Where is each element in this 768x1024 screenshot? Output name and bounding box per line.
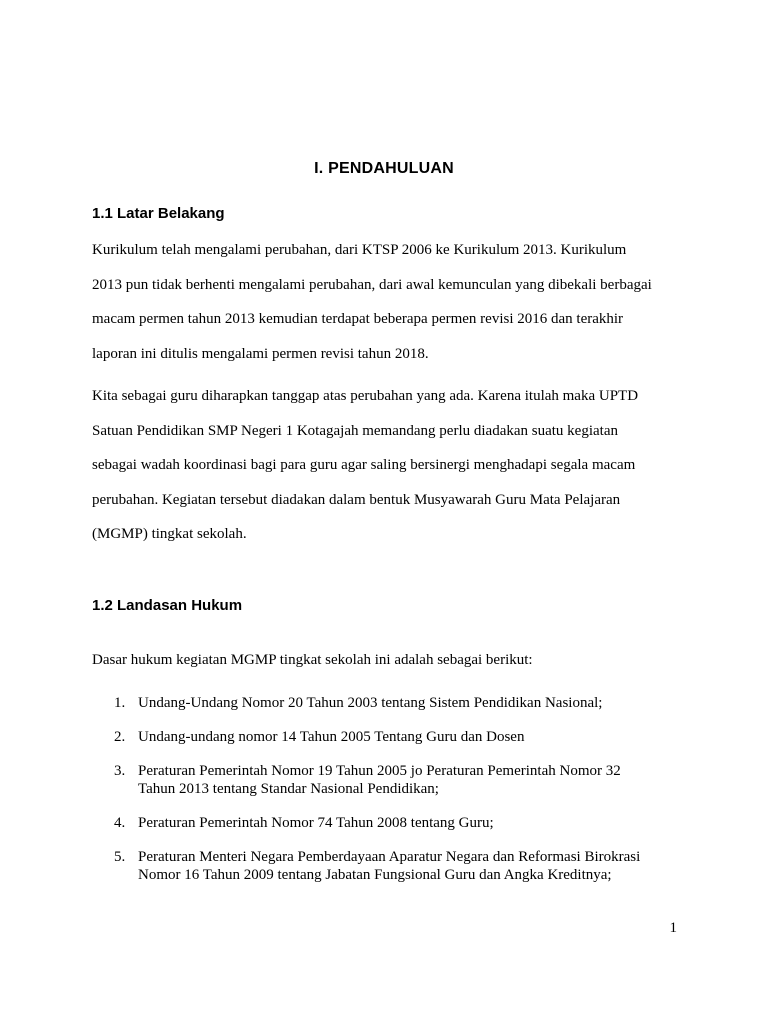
list-item-text [138,848,692,884]
paragraph-line: perubahan. Kegiatan tersebut diadakan dalam bentuk Musyawarah Guru Mata Pelajaran [92,491,621,508]
chapter-title: I. PENDAHULUAN [314,160,454,177]
paragraph-line: Kita sebagai guru diharapkan tanggap atas perubahan yang ada. Karena itulah maka UPTD [92,388,639,404]
section-heading-latar-belakang: 1.1 Latar Belakang [92,205,225,222]
paragraph-guru [92,379,692,552]
list-item-line: Tahun 2013 tentang Standar Nasional Pendidikan; [138,781,439,797]
paragraph-line: macam permen tahun 2013 kemudian terdapat beberapa permen revisi 2016 dan terakhir [92,311,624,327]
list-item-number: 3. [114,763,126,779]
list-item [92,848,692,884]
paragraph-kurikulum [92,233,692,371]
paragraph-line: (MGMP) tingkat sekolah. [92,526,247,542]
law-list [92,694,692,900]
list-item [92,694,692,712]
list-item-line: Peraturan Pemerintah Nomor 19 Tahun 2005 jo Peraturan Pemerintah Nomor 32 [138,763,621,779]
paragraph-dasar-hukum-intro: Dasar hukum kegiatan MGMP tingkat sekolah ini adalah sebagai berikut: [92,652,533,668]
paragraph-line: Satuan Pendidikan SMP Negeri 1 Kotagajah memandang perlu diadakan suatu kegiatan [92,422,618,439]
list-item-number: 5. [114,849,126,865]
list-item-text [138,762,692,798]
paragraph-line: laporan ini ditulis mengalami permen revisi tahun 2018. [92,345,429,362]
list-item-line: Nomor 16 Tahun 2009 tentang Jabatan Fungsional Guru dan Angka Kreditnya; [138,867,612,883]
list-item [92,728,692,746]
paragraph-line: 2013 pun tidak berhenti mengalami perubahan, dari awal kemunculan yang dibekali berbagai [92,276,652,293]
list-item-text [138,814,692,832]
paragraph-line: Kurikulum telah mengalami perubahan, dari KTSP 2006 ke Kurikulum 2013. Kurikulum [92,242,627,258]
list-item [92,762,692,798]
page-number: 1 [669,920,677,936]
list-item-line: Peraturan Pemerintah Nomor 74 Tahun 2008 tentang Guru; [138,815,494,831]
list-item-line: Undang-undang nomor 14 Tahun 2005 Tentang Guru dan Dosen [138,729,525,745]
list-item-line: Peraturan Menteri Negara Pemberdayaan Aparatur Negara dan Reformasi Birokrasi [138,849,641,865]
list-item-line: Undang-Undang Nomor 20 Tahun 2003 tentang Sistem Pendidikan Nasional; [138,695,603,711]
list-item [92,814,692,832]
list-item-number: 1. [114,695,126,711]
list-item-number: 2. [114,729,126,745]
list-item-number: 4. [114,815,126,831]
list-item-text [138,728,692,746]
list-item-text [138,694,692,712]
paragraph-line: sebagai wadah koordinasi bagi para guru agar saling bersinergi menghadapi segala macam [92,457,636,473]
section-heading-landasan-hukum: 1.2 Landasan Hukum [92,597,243,614]
